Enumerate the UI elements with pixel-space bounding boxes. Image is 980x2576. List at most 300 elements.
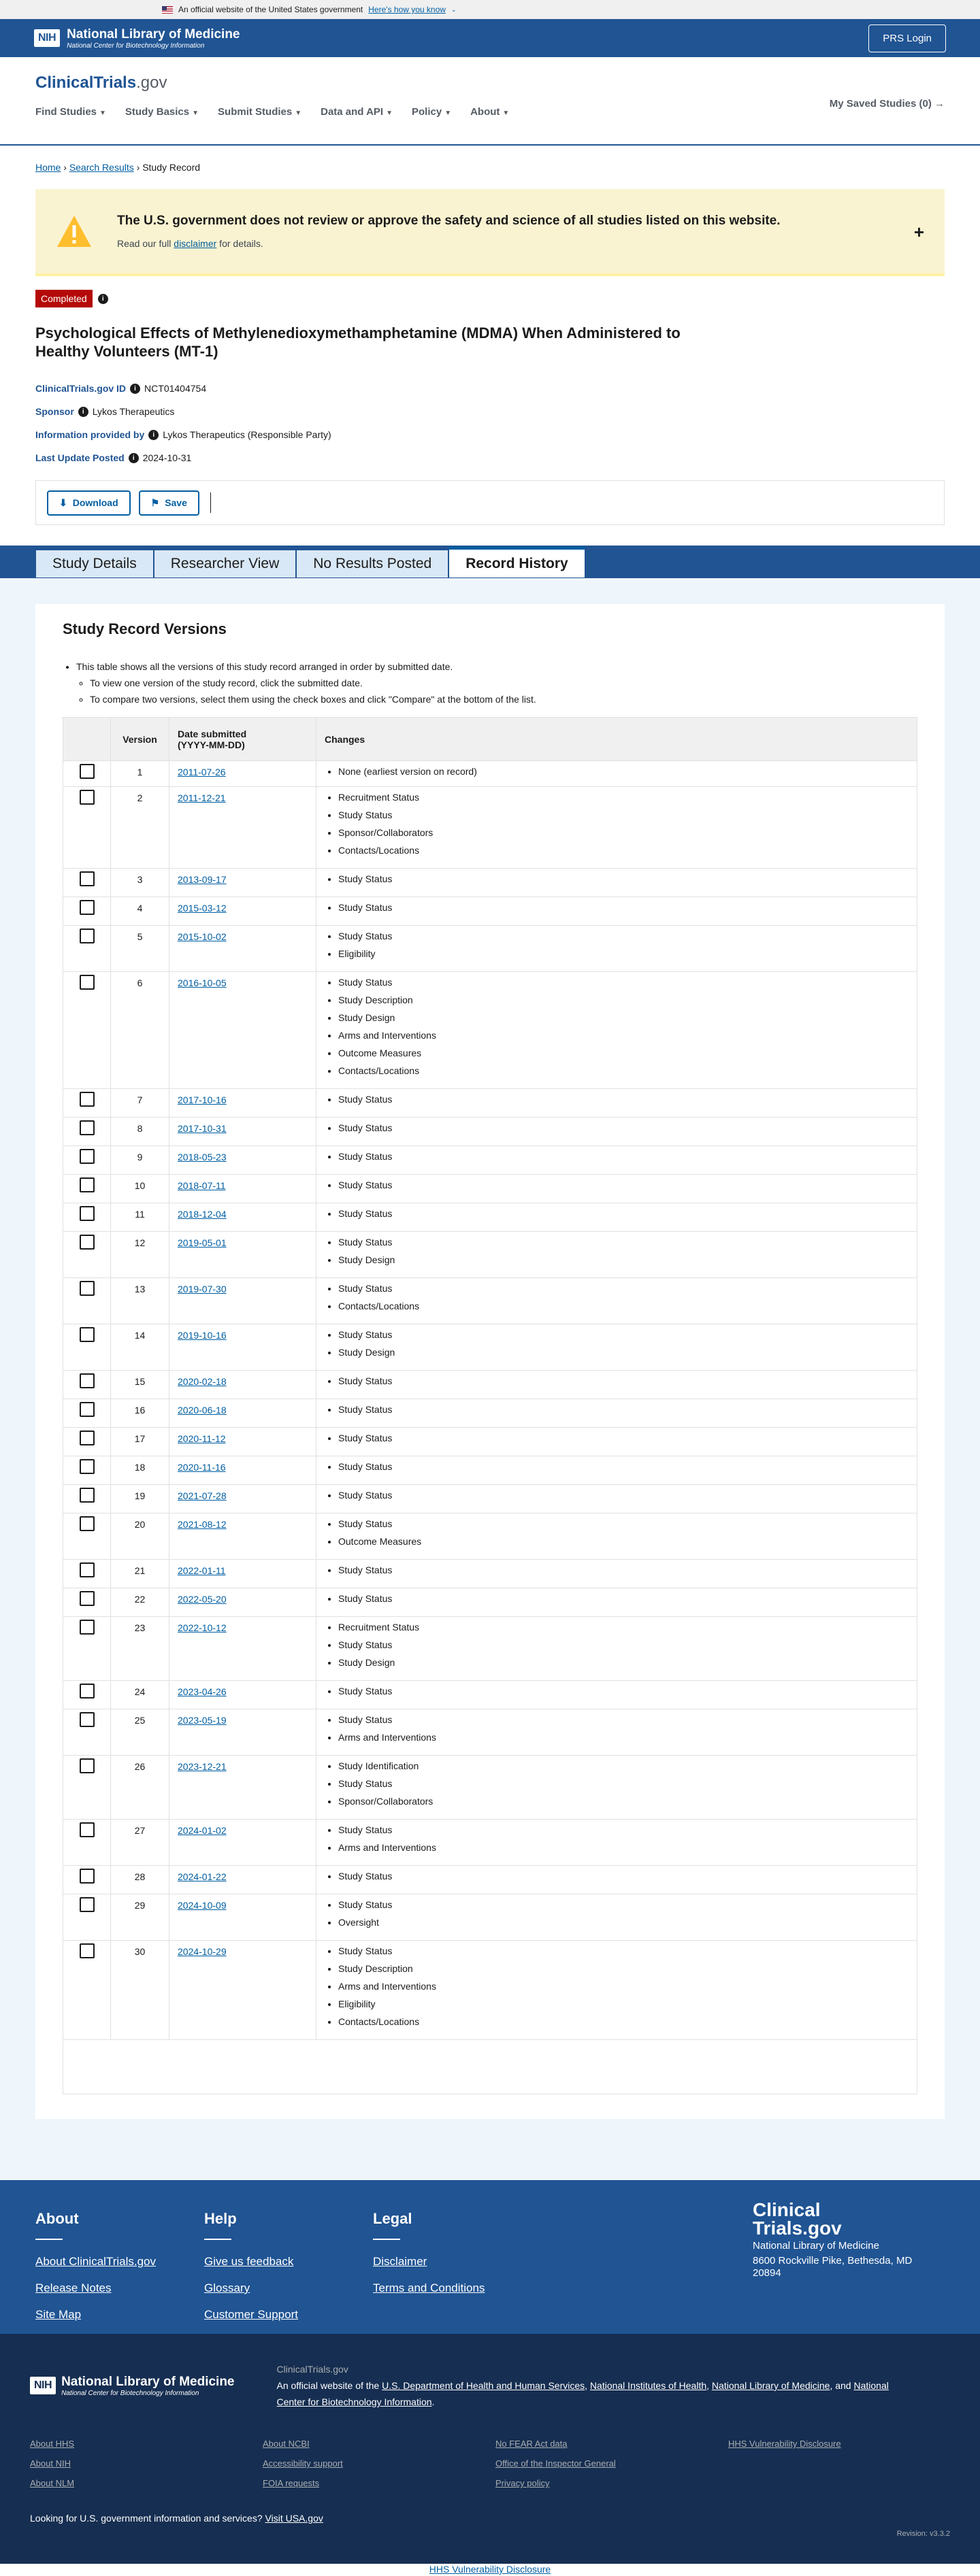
change-item: • Study Identification bbox=[338, 1757, 909, 1775]
footer-link[interactable]: About NLM bbox=[30, 2478, 75, 2488]
changes-list bbox=[325, 1279, 909, 1315]
change-item: • Eligibility bbox=[338, 1995, 909, 2013]
version-date-link[interactable]: 2019-07-30 bbox=[178, 1284, 227, 1294]
change-item: • Study Design bbox=[338, 1009, 909, 1026]
version-date-link[interactable]: 2018-05-23 bbox=[178, 1152, 227, 1162]
tab-bar bbox=[0, 546, 980, 578]
version-checkbox[interactable] bbox=[80, 1758, 95, 1773]
version-date-link[interactable]: 2015-10-02 bbox=[178, 931, 227, 942]
table-row bbox=[63, 1709, 917, 1756]
version-date-link[interactable]: 2024-10-29 bbox=[178, 1946, 227, 1957]
version-date-link[interactable]: 2023-05-19 bbox=[178, 1715, 227, 1726]
change-item: • Arms and Interventions bbox=[338, 1728, 909, 1746]
footer-description: ClinicalTrials.gov An official website of the U.S. Department of Health and Human Services, National Institutes of Health, National Library of Medicine, and National Center for Biotechnology Information. bbox=[276, 2364, 889, 2407]
change-item: • Arms and Interventions bbox=[338, 1977, 909, 1995]
change-item: • Study Status bbox=[338, 1590, 909, 1607]
history-heading: Study Record Versions bbox=[63, 620, 227, 637]
version-number: 18 bbox=[111, 1456, 169, 1485]
version-date-link[interactable]: 2020-11-16 bbox=[178, 1462, 226, 1473]
version-date-link[interactable]: 2020-11-12 bbox=[178, 1433, 226, 1444]
version-checkbox[interactable] bbox=[80, 1235, 95, 1250]
version-checkbox[interactable] bbox=[80, 1943, 95, 1958]
change-item: • Study Status bbox=[338, 1090, 909, 1108]
version-number: 17 bbox=[111, 1428, 169, 1456]
version-date-link[interactable]: 2019-10-16 bbox=[178, 1330, 227, 1341]
breadcrumb-home[interactable]: Home bbox=[35, 162, 61, 173]
change-item: • Study Status bbox=[338, 1458, 909, 1475]
info-icon[interactable]: i bbox=[98, 294, 108, 304]
saved-studies-link[interactable]: My Saved Studies (0) → bbox=[829, 98, 945, 110]
change-item: • Study Status bbox=[338, 1775, 909, 1792]
version-number: 23 bbox=[111, 1617, 169, 1681]
table-row bbox=[63, 1560, 917, 1588]
version-date-link[interactable]: 2016-10-05 bbox=[178, 977, 227, 988]
version-number: 24 bbox=[111, 1681, 169, 1709]
changes-list bbox=[325, 1401, 909, 1418]
sponsor-label: Sponsor bbox=[35, 406, 74, 417]
sponsor-value: Lykos Therapeutics bbox=[92, 406, 175, 417]
col-version: Version bbox=[111, 718, 169, 761]
table-row bbox=[63, 761, 917, 787]
changes-list bbox=[325, 1618, 909, 1671]
hhs-link[interactable]: U.S. Department of Health and Human Services bbox=[382, 2380, 585, 2391]
nih-mark: NIH bbox=[34, 29, 60, 47]
footer-links-grid bbox=[30, 2439, 950, 2488]
alert-title: The U.S. government does not review or approve the safety and science of all studies listed on this website. bbox=[117, 214, 781, 228]
status-badge: Completed bbox=[35, 290, 93, 307]
change-item: • Arms and Interventions bbox=[338, 1026, 909, 1044]
action-bar bbox=[35, 480, 945, 525]
version-checkbox[interactable] bbox=[80, 1822, 95, 1837]
change-item: • Study Status bbox=[338, 1711, 909, 1728]
version-date-link[interactable]: 2022-10-12 bbox=[178, 1622, 227, 1633]
prs-login-button[interactable]: PRS Login bbox=[868, 24, 946, 52]
table-row bbox=[63, 1232, 917, 1278]
alert-text: Read our full disclaimer for details. bbox=[117, 238, 263, 249]
arrow-right-icon: → bbox=[934, 98, 945, 110]
chevron-right-icon: › bbox=[136, 162, 140, 173]
version-date-link[interactable]: 2015-03-12 bbox=[178, 903, 227, 914]
table-row bbox=[63, 1756, 917, 1820]
gov-banner bbox=[0, 0, 980, 19]
version-date-link[interactable]: 2019-05-01 bbox=[178, 1237, 227, 1248]
table-row bbox=[63, 1118, 917, 1146]
change-item: • Study Status bbox=[338, 1682, 909, 1700]
footer-link[interactable]: Customer Support bbox=[204, 2308, 298, 2321]
footer-link[interactable]: Give us feedback bbox=[204, 2255, 294, 2268]
version-number: 27 bbox=[111, 1820, 169, 1866]
version-number: 28 bbox=[111, 1866, 169, 1894]
change-item: • Oversight bbox=[338, 1913, 909, 1931]
footer-link[interactable]: Glossary bbox=[204, 2281, 250, 2294]
change-item: • Study Design bbox=[338, 1251, 909, 1269]
change-item: • Recruitment Status bbox=[338, 788, 909, 806]
version-date-link[interactable]: 2011-07-26 bbox=[178, 767, 226, 777]
version-number: 10 bbox=[111, 1175, 169, 1203]
changes-list bbox=[325, 1515, 909, 1550]
change-item: • Study Status bbox=[338, 1515, 909, 1533]
table-row bbox=[63, 1485, 917, 1513]
version-checkbox[interactable] bbox=[80, 1684, 95, 1699]
changes-list bbox=[325, 899, 909, 916]
table-row bbox=[63, 972, 917, 1089]
main-nav bbox=[35, 106, 945, 118]
version-number: 25 bbox=[111, 1709, 169, 1756]
version-number: 13 bbox=[111, 1278, 169, 1324]
version-number: 22 bbox=[111, 1588, 169, 1617]
table-row bbox=[63, 1456, 917, 1485]
nav-study-basics[interactable]: Study Basics ▼ bbox=[125, 106, 199, 118]
nlm-name: National Library of Medicine bbox=[67, 27, 240, 41]
version-date-link[interactable]: 2022-05-20 bbox=[178, 1594, 227, 1605]
version-number: 21 bbox=[111, 1560, 169, 1588]
change-item: • Study Status bbox=[338, 1205, 909, 1222]
footer-link[interactable]: About HHS bbox=[30, 2439, 75, 2449]
change-item: • Study Status bbox=[338, 1176, 909, 1194]
footer-link[interactable]: Terms and Conditions bbox=[373, 2281, 485, 2294]
info-icon[interactable]: i bbox=[148, 430, 159, 440]
footer-link[interactable]: About NCBI bbox=[263, 2439, 310, 2449]
change-item: • Outcome Measures bbox=[338, 1044, 909, 1062]
expand-icon[interactable]: + bbox=[913, 222, 924, 242]
version-checkbox[interactable] bbox=[80, 1281, 95, 1296]
table-row bbox=[63, 1175, 917, 1203]
table-row bbox=[63, 1428, 917, 1456]
change-item: • Study Status bbox=[338, 1942, 909, 1960]
version-date-link[interactable]: 2024-10-09 bbox=[178, 1900, 227, 1911]
version-checkbox[interactable] bbox=[80, 1869, 95, 1884]
changes-list bbox=[325, 973, 909, 1080]
table-footer-row bbox=[63, 2040, 917, 2094]
version-checkbox[interactable] bbox=[80, 1488, 95, 1503]
change-item: • Study Status bbox=[338, 899, 909, 916]
change-item: • Recruitment Status bbox=[338, 1618, 909, 1636]
version-number: 11 bbox=[111, 1203, 169, 1232]
table-row bbox=[63, 869, 917, 897]
table-row bbox=[63, 1513, 917, 1560]
table-row bbox=[63, 1617, 917, 1681]
change-item: • Eligibility bbox=[338, 945, 909, 963]
version-checkbox[interactable] bbox=[80, 1897, 95, 1912]
table-row bbox=[63, 1941, 917, 2040]
changes-list bbox=[325, 1429, 909, 1447]
history-instructions: • This table shows all the versions of this study record arranged in order by submitted date. ◦ To view one version of the study record, click the submitted date. ◦ To compare two versions, select them using the check boxes and click "Compare" at the bottom of the list. bbox=[63, 658, 917, 707]
divider bbox=[210, 492, 211, 513]
version-checkbox[interactable] bbox=[80, 871, 95, 886]
ncbi-name: National Center for Biotechnology Information bbox=[67, 41, 205, 50]
version-number: 6 bbox=[111, 972, 169, 1089]
status-row bbox=[35, 290, 945, 307]
gov-banner-text: An official website of the United States government bbox=[178, 5, 363, 14]
change-item: • Study Status bbox=[338, 1326, 909, 1343]
table-row bbox=[63, 897, 917, 926]
changes-list bbox=[325, 1148, 909, 1165]
site-header bbox=[0, 57, 980, 146]
changes-list bbox=[325, 1233, 909, 1269]
study-meta bbox=[35, 377, 945, 469]
table-row bbox=[63, 1089, 917, 1118]
changes-list bbox=[325, 1561, 909, 1579]
info-icon[interactable]: i bbox=[129, 453, 139, 463]
version-checkbox[interactable] bbox=[80, 1591, 95, 1606]
footer-link[interactable]: HHS Vulnerability Disclosure bbox=[728, 2439, 841, 2449]
download-button[interactable]: ⬇ Download bbox=[47, 490, 131, 516]
version-date-link[interactable]: 2024-01-22 bbox=[178, 1871, 227, 1882]
footer-brand: Clinical Trials.gov National Library of Medicine 8600 Rockville Pike, Bethesda, MD 20894 bbox=[753, 2199, 913, 2279]
usa-gov-link[interactable]: Visit USA.gov bbox=[265, 2513, 323, 2524]
change-item: • Study Status bbox=[338, 1486, 909, 1504]
table-row bbox=[63, 1681, 917, 1709]
chevron-down-icon: ▼ bbox=[386, 110, 393, 117]
change-item: • Study Status bbox=[338, 1372, 909, 1390]
change-item: • Study Status bbox=[338, 973, 909, 991]
breadcrumb-current: Study Record bbox=[142, 162, 201, 173]
version-checkbox[interactable] bbox=[80, 1327, 95, 1342]
nav-find-studies[interactable]: Find Studies ▼ bbox=[35, 106, 106, 118]
footer-nih bbox=[0, 2334, 980, 2564]
version-checkbox[interactable] bbox=[80, 1120, 95, 1135]
table-row bbox=[63, 1820, 917, 1866]
change-item: • Study Status bbox=[338, 1896, 909, 1913]
footer-nih-logo[interactable]: NIH National Library of Medicine National Center for Biotechnology Information bbox=[30, 2361, 235, 2410]
version-number: 29 bbox=[111, 1894, 169, 1941]
site-logo[interactable]: ClinicalTrials.gov bbox=[35, 73, 167, 92]
changes-list bbox=[325, 1942, 909, 2030]
tab-study-details[interactable]: Study Details bbox=[35, 550, 154, 578]
provided-value: Lykos Therapeutics (Responsible Party) bbox=[163, 429, 331, 440]
footer-link[interactable]: About NIH bbox=[30, 2458, 71, 2469]
version-checkbox[interactable] bbox=[80, 1402, 95, 1417]
tab-researcher-view[interactable]: Researcher View bbox=[154, 550, 297, 578]
changes-list bbox=[325, 788, 909, 859]
version-number: 14 bbox=[111, 1324, 169, 1371]
versions-table bbox=[63, 717, 917, 2094]
change-item: • Study Status bbox=[338, 1636, 909, 1654]
change-item: • Study Status bbox=[338, 927, 909, 945]
version-number: 26 bbox=[111, 1756, 169, 1820]
change-item: • Study Status bbox=[338, 1233, 909, 1251]
table-row bbox=[63, 1324, 917, 1371]
change-item: • Study Status bbox=[338, 1561, 909, 1579]
version-date-link[interactable]: 2024-01-02 bbox=[178, 1825, 227, 1836]
info-icon[interactable]: i bbox=[78, 407, 88, 417]
footer-link[interactable]: Accessibility support bbox=[263, 2458, 343, 2469]
version-checkbox[interactable] bbox=[80, 1177, 95, 1192]
changes-list bbox=[325, 1486, 909, 1504]
nav-policy[interactable]: Policy ▼ bbox=[412, 106, 452, 118]
us-flag-icon bbox=[162, 6, 173, 14]
version-date-link[interactable]: 2020-02-18 bbox=[178, 1376, 227, 1387]
version-checkbox[interactable] bbox=[80, 900, 95, 915]
chevron-down-icon: ⌄ bbox=[451, 5, 457, 13]
version-checkbox[interactable] bbox=[80, 1149, 95, 1164]
version-checkbox[interactable] bbox=[80, 1206, 95, 1221]
table-row bbox=[63, 1371, 917, 1399]
change-item: • None (earliest version on record) bbox=[338, 763, 909, 780]
change-item: • Arms and Interventions bbox=[338, 1839, 909, 1856]
version-number: 3 bbox=[111, 869, 169, 897]
changes-list bbox=[325, 1821, 909, 1856]
change-item: • Study Status bbox=[338, 1119, 909, 1137]
table-row bbox=[63, 926, 917, 972]
footer-link[interactable]: About ClinicalTrials.gov bbox=[35, 2255, 156, 2268]
version-date-link[interactable]: 2022-01-11 bbox=[178, 1565, 226, 1576]
footer-link[interactable]: Site Map bbox=[35, 2308, 82, 2321]
study-id: NCT01404754 bbox=[144, 383, 207, 394]
version-number: 8 bbox=[111, 1118, 169, 1146]
changes-list bbox=[325, 1590, 909, 1607]
provided-label: Information provided by bbox=[35, 429, 145, 440]
version-number: 4 bbox=[111, 897, 169, 926]
version-number: 20 bbox=[111, 1513, 169, 1560]
chevron-right-icon: › bbox=[63, 162, 67, 173]
version-checkbox[interactable] bbox=[80, 1620, 95, 1635]
nav-submit-studies[interactable]: Submit Studies ▼ bbox=[218, 106, 302, 118]
change-item: • Study Status bbox=[338, 870, 909, 888]
changes-list bbox=[325, 1176, 909, 1194]
change-item: • Contacts/Locations bbox=[338, 1297, 909, 1315]
version-checkbox[interactable] bbox=[80, 1092, 95, 1107]
version-number: 15 bbox=[111, 1371, 169, 1399]
version-checkbox[interactable] bbox=[80, 1459, 95, 1474]
version-date-link[interactable]: 2021-08-12 bbox=[178, 1519, 227, 1530]
revision-text: Revision: v3.3.2 bbox=[896, 2530, 950, 2538]
changes-list bbox=[325, 1757, 909, 1810]
changes-list bbox=[325, 927, 909, 963]
disclaimer-link[interactable]: disclaimer bbox=[174, 238, 217, 249]
history-panel bbox=[35, 604, 945, 2119]
footer-link[interactable]: Disclaimer bbox=[373, 2255, 427, 2268]
version-number: 19 bbox=[111, 1485, 169, 1513]
version-number: 5 bbox=[111, 926, 169, 972]
table-row bbox=[63, 1203, 917, 1232]
version-checkbox[interactable] bbox=[80, 1373, 95, 1388]
version-number: 30 bbox=[111, 1941, 169, 2040]
changes-list bbox=[325, 1867, 909, 1885]
version-number: 9 bbox=[111, 1146, 169, 1175]
col-date: Date submitted (YYYY-MM-DD) bbox=[169, 718, 316, 761]
change-item: • Study Design bbox=[338, 1654, 909, 1671]
version-number: 1 bbox=[111, 761, 169, 787]
changes-list bbox=[325, 1372, 909, 1390]
ncbi-link[interactable]: National Center for Biotechnology Information bbox=[276, 2380, 889, 2407]
nih-logo[interactable] bbox=[34, 27, 240, 50]
chevron-down-icon: ▼ bbox=[99, 110, 106, 117]
updated-label: Last Update Posted bbox=[35, 452, 125, 463]
updated-value: 2024-10-31 bbox=[142, 452, 192, 463]
version-date-link[interactable]: 2023-04-26 bbox=[178, 1686, 227, 1697]
change-item: • Study Description bbox=[338, 991, 909, 1009]
info-icon[interactable]: i bbox=[130, 384, 140, 394]
version-number: 7 bbox=[111, 1089, 169, 1118]
change-item: • Contacts/Locations bbox=[338, 841, 909, 859]
download-icon: ⬇ bbox=[59, 497, 67, 508]
change-item: • Study Status bbox=[338, 806, 909, 824]
version-date-link[interactable]: 2013-09-17 bbox=[178, 874, 227, 885]
version-date-link[interactable]: 2023-12-21 bbox=[178, 1761, 227, 1772]
changes-list bbox=[325, 763, 909, 780]
version-checkbox[interactable] bbox=[80, 1562, 95, 1577]
version-checkbox[interactable] bbox=[80, 790, 95, 805]
version-date-link[interactable]: 2018-07-11 bbox=[178, 1180, 226, 1191]
version-date-link[interactable]: 2020-06-18 bbox=[178, 1405, 227, 1416]
breadcrumb bbox=[0, 146, 980, 189]
change-item: • Study Status bbox=[338, 1401, 909, 1418]
changes-list bbox=[325, 1682, 909, 1700]
warning-icon bbox=[56, 214, 93, 248]
content-area bbox=[0, 578, 980, 2180]
footer-about: About About ClinicalTrials.gov Release Notes Site Map bbox=[35, 2210, 204, 2334]
changes-list bbox=[325, 1090, 909, 1108]
footer-link[interactable]: No FEAR Act data bbox=[495, 2439, 568, 2449]
version-checkbox[interactable] bbox=[80, 975, 95, 990]
version-date-link[interactable]: 2017-10-31 bbox=[178, 1123, 227, 1134]
version-checkbox[interactable] bbox=[80, 764, 95, 779]
version-date-link[interactable]: 2021-07-28 bbox=[178, 1490, 227, 1501]
nav-data-api[interactable]: Data and API ▼ bbox=[321, 106, 393, 118]
footer-link[interactable]: Release Notes bbox=[35, 2281, 112, 2294]
table-row bbox=[63, 1894, 917, 1941]
footer-main bbox=[0, 2180, 980, 2334]
nlm-link[interactable]: National Library of Medicine bbox=[711, 2380, 830, 2391]
bookmark-icon: ⚑ bbox=[150, 497, 160, 508]
bottom-disclosure bbox=[0, 2564, 980, 2576]
hhs-vulnerability-link[interactable]: HHS Vulnerability Disclosure bbox=[429, 2564, 551, 2575]
version-checkbox[interactable] bbox=[80, 1712, 95, 1727]
version-checkbox[interactable] bbox=[80, 1431, 95, 1445]
change-item: • Study Status bbox=[338, 1429, 909, 1447]
changes-list bbox=[325, 1458, 909, 1475]
version-date-link[interactable]: 2011-12-21 bbox=[178, 792, 226, 803]
save-button[interactable]: ⚑ Save bbox=[139, 490, 199, 516]
table-row bbox=[63, 1146, 917, 1175]
version-checkbox[interactable] bbox=[80, 929, 95, 943]
change-item: • Study Status bbox=[338, 1279, 909, 1297]
nav-about[interactable]: About ▼ bbox=[470, 106, 510, 118]
id-label: ClinicalTrials.gov ID bbox=[35, 383, 127, 394]
changes-list bbox=[325, 1326, 909, 1361]
version-number: 16 bbox=[111, 1399, 169, 1428]
nih-header bbox=[0, 19, 980, 57]
disclaimer-alert bbox=[35, 189, 945, 276]
footer-link[interactable]: Privacy policy bbox=[495, 2478, 550, 2488]
changes-list bbox=[325, 1119, 909, 1137]
version-number: 12 bbox=[111, 1232, 169, 1278]
changes-list bbox=[325, 870, 909, 888]
changes-list bbox=[325, 1711, 909, 1746]
table-row bbox=[63, 787, 917, 869]
tab-record-history[interactable]: Record History bbox=[448, 547, 585, 578]
changes-list bbox=[325, 1205, 909, 1222]
heres-how-link[interactable]: Here's how you know bbox=[368, 5, 446, 14]
version-date-link[interactable]: 2018-12-04 bbox=[178, 1209, 227, 1220]
footer-link[interactable]: FOIA requests bbox=[263, 2478, 320, 2488]
change-item: • Study Status bbox=[338, 1148, 909, 1165]
table-row bbox=[63, 1866, 917, 1894]
chevron-down-icon: ▼ bbox=[192, 110, 199, 117]
nih-link[interactable]: National Institutes of Health bbox=[589, 2380, 707, 2391]
breadcrumb-search-results[interactable]: Search Results bbox=[69, 162, 134, 173]
version-checkbox[interactable] bbox=[80, 1516, 95, 1531]
change-item: • Study Design bbox=[338, 1343, 909, 1361]
footer-link[interactable]: Office of the Inspector General bbox=[495, 2458, 616, 2469]
version-date-link[interactable]: 2017-10-16 bbox=[178, 1094, 227, 1105]
tab-no-results[interactable]: No Results Posted bbox=[296, 550, 448, 578]
change-item: • Study Description bbox=[338, 1960, 909, 1977]
chevron-down-icon: ▼ bbox=[502, 110, 510, 117]
version-number: 2 bbox=[111, 787, 169, 869]
usa-gov-row: Looking for U.S. government information and services? Visit USA.gov bbox=[30, 2513, 323, 2524]
